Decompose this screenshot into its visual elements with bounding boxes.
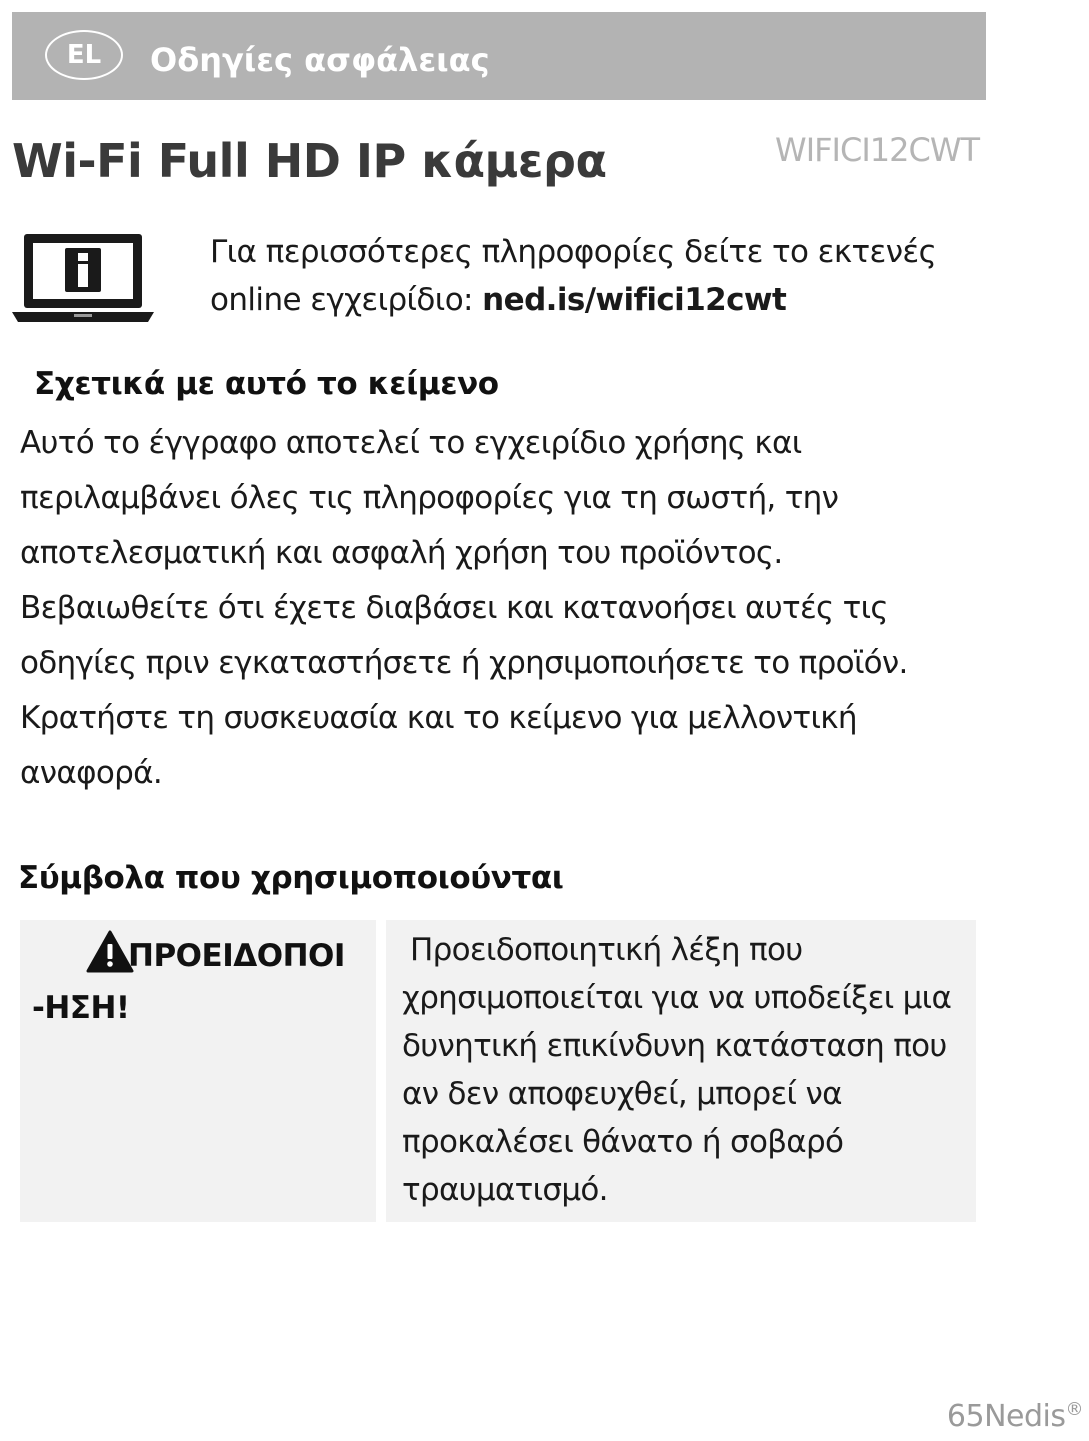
symbol-cell (20, 920, 376, 1222)
symbol-description-cell (386, 920, 976, 1222)
language-badge: EL (45, 30, 123, 80)
about-document-heading: Σχετικά με αυτό το κείμενο (34, 366, 499, 402)
about-paragraph-1: Αυτό το έγγραφο αποτελεί το εγχειρίδιο χρήσης και περιλαμβάνει όλες τις πληροφορίες για τη σωστή, την αποτελεσματική και ασφαλή χρήση του προϊόντος. (20, 425, 839, 571)
about-document-body (12, 416, 972, 801)
warning-label: ΠΡΟΕΙΔΟΠΟΙ-ΗΣΗ! (32, 938, 345, 1026)
registered-mark: ® (1065, 1399, 1083, 1420)
laptop-info-icon (12, 230, 154, 326)
page-title: Wi-Fi Full HD IP κάμερα (12, 134, 607, 188)
online-manual-info (210, 228, 990, 324)
model-code: WIFICI12CWT (775, 131, 979, 169)
warning-triangle-icon (86, 930, 134, 974)
page-footer (947, 1390, 1083, 1437)
online-manual-text: Για περισσότερες πληροφορίες δείτε το εκτενές online εγχειρίδιο: (210, 234, 937, 318)
symbols-heading: Σύμβολα που χρησιμοποιούνται (18, 860, 564, 896)
brand-name: Nedis (984, 1399, 1066, 1434)
about-paragraph-2: Βεβαιωθείτε ότι έχετε διαβάσει και κατανοήσει αυτές τις οδηγίες πριν εγκαταστήσετε ή χρησιμοποιήσετε το προϊόν. Κρατήστε τη συσκευασία και το κείμενο για μελλοντική αναφορά. (20, 590, 908, 791)
section-title: Οδηγίες ασφάλειας (150, 41, 490, 79)
warning-description: Προειδοποιητική λέξη που χρησιμοποιείται για να υποδείξει μια δυνητική επικίνδυνη κατάσταση που αν δεν αποφευχθεί, μπορεί να προκαλέσει θάνατο ή σοβαρό τραυματισμό. (402, 932, 952, 1208)
header-bar (12, 12, 986, 100)
online-manual-link[interactable]: ned.is/wifici12cwt (482, 282, 787, 318)
page-number: 65 (946, 1399, 985, 1434)
